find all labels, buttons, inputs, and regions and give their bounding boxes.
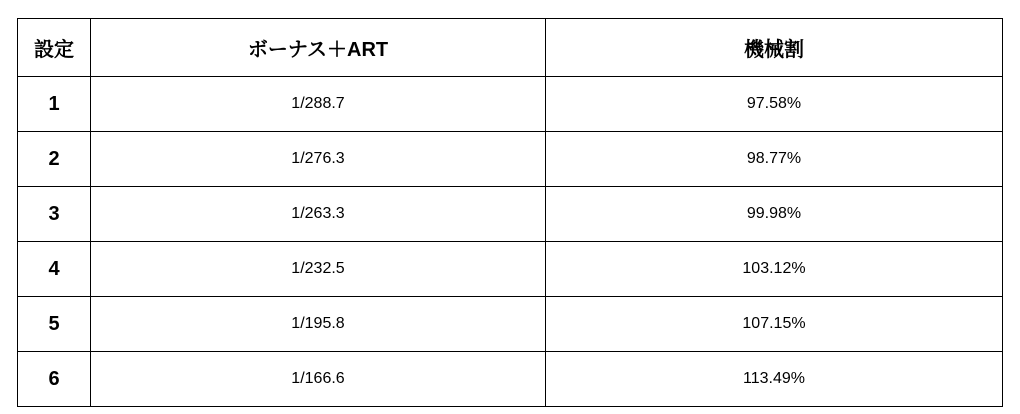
cell-bonus-art: 1/276.3 <box>91 132 546 187</box>
cell-setting: 4 <box>18 242 91 297</box>
cell-bonus-art: 1/232.5 <box>91 242 546 297</box>
cell-setting: 2 <box>18 132 91 187</box>
table-row <box>18 132 1003 187</box>
cell-bonus-art: 1/288.7 <box>91 77 546 132</box>
header-bonus-art: ボーナス＋ART <box>91 19 546 77</box>
table-row <box>18 77 1003 132</box>
header-setting: 設定 <box>18 19 91 77</box>
spec-table <box>17 18 1003 407</box>
cell-setting: 5 <box>18 297 91 352</box>
cell-payout: 98.77% <box>546 132 1003 187</box>
table-row <box>18 242 1003 297</box>
header-payout: 機械割 <box>546 19 1003 77</box>
table-row <box>18 297 1003 352</box>
cell-bonus-art: 1/263.3 <box>91 187 546 242</box>
cell-setting: 6 <box>18 352 91 407</box>
table-header-row <box>18 19 1003 77</box>
cell-bonus-art: 1/166.6 <box>91 352 546 407</box>
cell-setting: 1 <box>18 77 91 132</box>
cell-payout: 107.15% <box>546 297 1003 352</box>
cell-payout: 99.98% <box>546 187 1003 242</box>
cell-payout: 103.12% <box>546 242 1003 297</box>
table-row <box>18 352 1003 407</box>
cell-bonus-art: 1/195.8 <box>91 297 546 352</box>
cell-payout: 97.58% <box>546 77 1003 132</box>
cell-payout: 113.49% <box>546 352 1003 407</box>
table-row <box>18 187 1003 242</box>
cell-setting: 3 <box>18 187 91 242</box>
